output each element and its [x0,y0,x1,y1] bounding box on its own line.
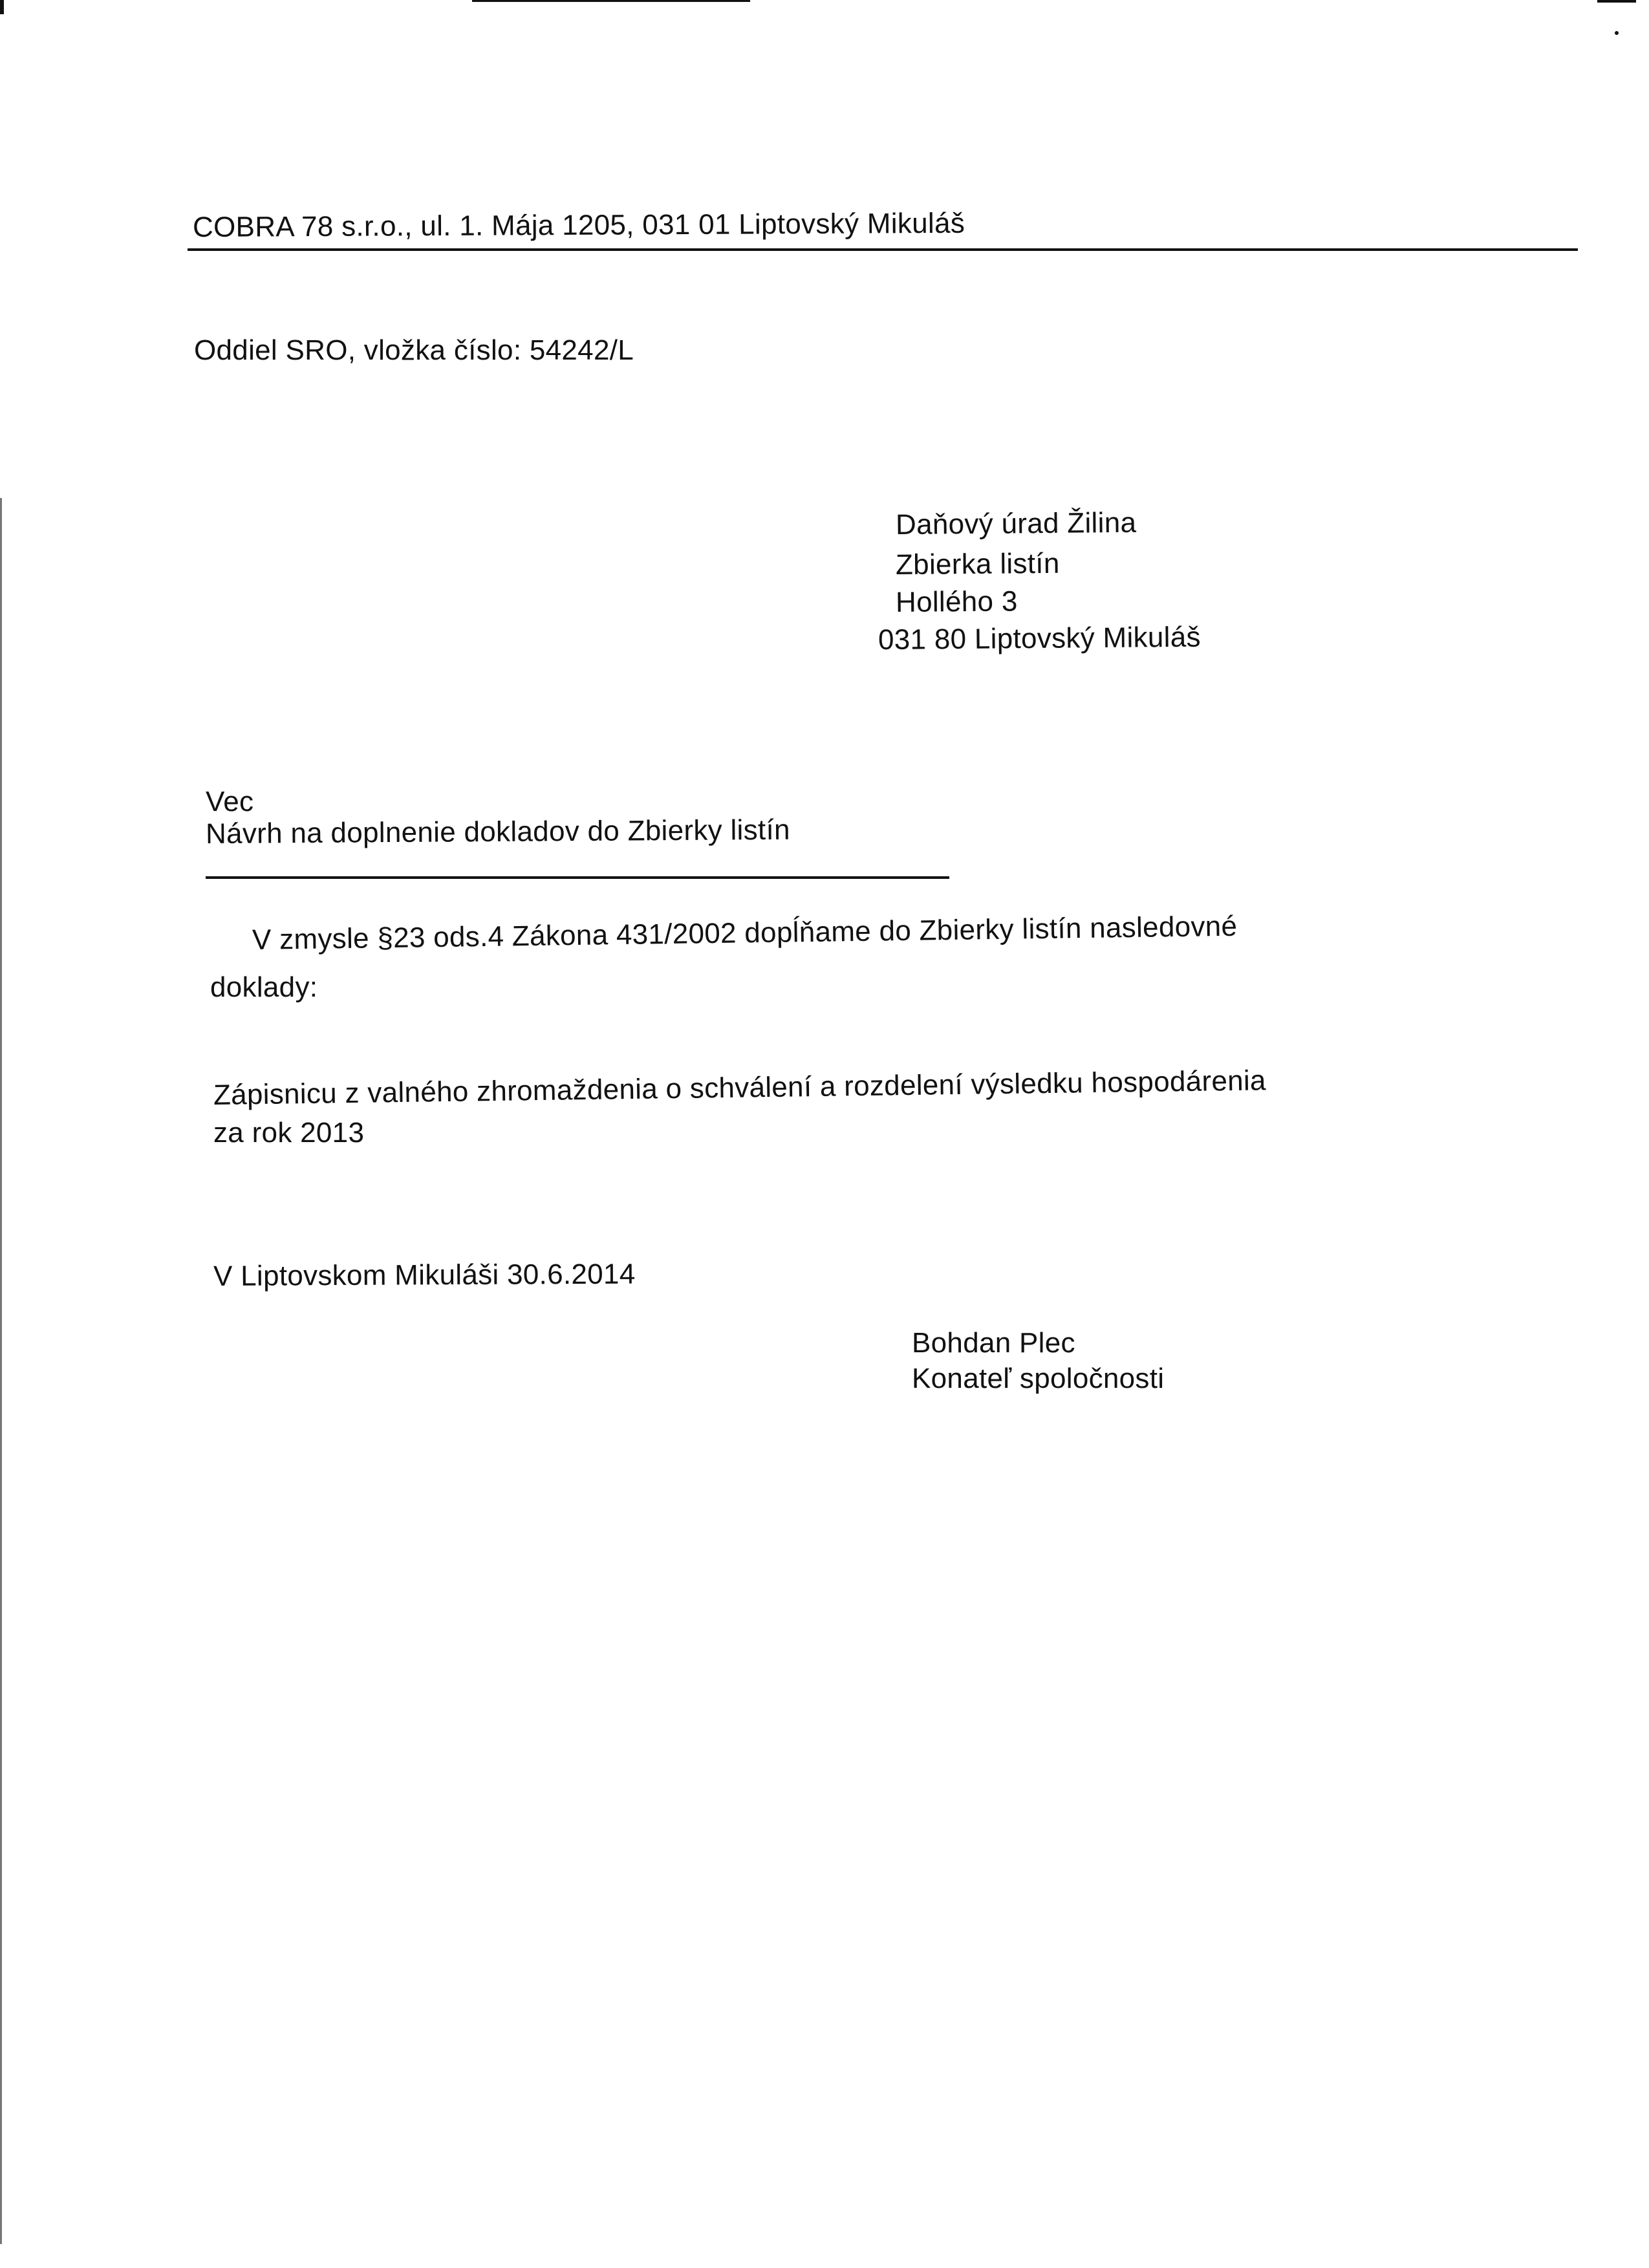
place-date: V Liptovskom Mikuláši 30.6.2014 [213,1258,636,1292]
signer-title: Konateľ spoločnosti [912,1363,1165,1394]
body-paragraph-1-line-2: doklady: [210,971,318,1003]
recipient-line-2: Zbierka listín [895,547,1060,581]
body-paragraph-2-line-2: za rok 2013 [213,1117,365,1149]
company-line: COBRA 78 s.r.o., ul. 1. Mája 1205, 031 01 Liptovský Mikuláš [192,207,965,243]
recipient-line-3: Hollého 3 [895,585,1018,618]
subject-text: Návrh na doplnenie dokladov do Zbierky listín [205,814,790,850]
scan-mark-top-right [1597,0,1636,3]
letterhead-rule [188,248,1578,251]
recipient-line-1: Daňový úrad Žilina [895,506,1137,541]
body-paragraph-1-line-1: V zmysle §23 ods.4 Zákona 431/2002 dopĺňame do Zbierky listín nasledovné [252,910,1238,956]
register-line: Oddiel SRO, vložka číslo: 54242/L [194,334,634,366]
subject-label: Vec [206,786,254,817]
scan-mark-top-left [0,0,4,14]
scan-mark-top-rule [472,0,750,2]
body-paragraph-2-line-1: Zápisnicu z valného zhromaždenia o schválení a rozdelení výsledku hospodárenia [213,1064,1267,1111]
subject-rule [206,876,949,879]
scan-mark-left-edge [0,498,2,2244]
signer-name: Bohdan Plec [912,1327,1075,1359]
recipient-line-4: 031 80 Liptovský Mikuláš [878,621,1201,656]
scan-dot [1615,31,1619,35]
